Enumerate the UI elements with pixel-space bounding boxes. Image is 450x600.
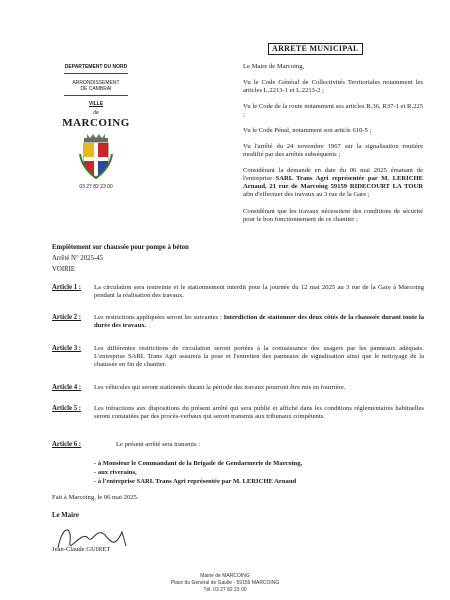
article-4-label: Article 4 : xyxy=(52,384,82,391)
department-label: DEPARTEMENT DU NORD xyxy=(64,64,128,70)
signatory-role: Le Maire xyxy=(52,512,79,519)
document-title: ARRETE MUNICIPAL xyxy=(268,43,363,55)
vu-code-route: Vu le Code de la route notamment ses articles R.36, R37-1 et R.225 ; xyxy=(243,103,423,119)
article-6-label: Article 6 : xyxy=(52,441,82,448)
article-5-label: Article 5 : xyxy=(52,405,82,412)
recipient-riverains: - aux riverains, xyxy=(94,469,137,476)
ville-label: VILLE xyxy=(88,101,104,107)
vu-cgct: Vu le Code Général de Collectivités Territoriales notamment les articles L.2213-1 et L.2213-2 ; xyxy=(243,79,423,95)
article-2-text: Les restrictions appliquées seront les suivantes : Interdiction de stationner des deux côtés de la chaussée durant toute la durée des travaux. xyxy=(94,314,425,329)
recipient-entreprise: - à l'entreprise SARL Trans Agri représentée par M. LERICHE Arnaud xyxy=(94,478,297,485)
considerant-demande: Considérant la demande en date du 06 mai 2025 émanant de l'entreprise SARL Trans Agri représentée par M. LERICHE Arnaud, 21 rue de Marcoing 59159 RIDECOURT LA TOUR afin d'effectuer des travaux au 3 rue de la Gare ; xyxy=(243,167,423,199)
divider xyxy=(64,73,128,74)
article-1-label: Article 1 : xyxy=(52,284,82,291)
article-5-text: Les infractions aux dispositions du présent arrêté qui sera publié et affiché dans les conditions réglementaires habituelles seront constatées par des procès-verbaux qui seront transmis aux tribunaux compétents. xyxy=(94,405,424,420)
mayor-line: Le Maire de Marcoing, xyxy=(243,63,305,70)
phone-number: 03 27 82 23 00 xyxy=(79,184,113,190)
article-4-text: Les véhicules qui seront stationnés durant la période des travaux pourront être mis en fourrière. xyxy=(94,384,346,391)
article-6-text: Le présent arrêté sera transmis : xyxy=(116,441,201,448)
arrondissement-line2: DE CAMBRAI xyxy=(80,86,112,92)
object-title: Empiètement sur chaussée pour pompe à béton xyxy=(52,244,189,251)
article-1-text: La circulation sera restreinte et le stationnement interdit pour la journée du 12 mai 2025 au 3 rue de la Gare à Marcoing pendant la réalisation des travaux. xyxy=(94,284,424,299)
article-3-text: Les différentes restrictions de circulation seront portées à la connaissance des usagers par les panneaux adéquats. L'entreprise SARL Trans Agri assurera la pose et l'entretien des panneaux de signalisation ainsi que le nettoyage de la chaussée en fin de chantier. xyxy=(94,345,424,368)
vu-code-penal: Vu le Code Pénal, notamment son article 610-5 ; xyxy=(243,127,372,134)
footer-line3: Tél. 03 27 82 23 00 xyxy=(203,587,247,593)
considerant-securite: Considérant que les travaux nécessitent des conditions de sécurité pour le bon fonctionnement de ce chantier ; xyxy=(243,208,423,224)
footer-line1: Mairie de MARCOING xyxy=(200,573,250,579)
service-label: VOIRIE xyxy=(52,266,76,273)
place-date: Fait à Marcoing, le 06 mai 2025. xyxy=(52,494,139,501)
coat-of-arms-icon xyxy=(78,132,114,180)
signatory-name: Jean-Claude GUIRET xyxy=(52,546,111,553)
divider xyxy=(64,95,128,96)
vu-arrete-1967: Vu l'arrêté du 24 novembre 1967 sur la signalisation routière modifié par des arrêtés subséquents ; xyxy=(243,143,423,159)
article-3-label: Article 3 : xyxy=(52,345,82,352)
de-label: de xyxy=(93,110,99,116)
arrondissement-line1: ARRONDISSEMENT xyxy=(72,80,120,86)
footer-line2: Place du Général de Gaulle - 59159 MARCOING xyxy=(170,580,280,586)
arrete-number: Arrêté N° 2025-45 xyxy=(52,255,104,262)
article-2-label: Article 2 : xyxy=(52,314,82,321)
recipient-gendarmerie: - à Monsieur le Commandant de la Brigade de Gendarmerie de Marcoing, xyxy=(94,460,303,467)
commune-name: MARCOING xyxy=(62,117,130,129)
